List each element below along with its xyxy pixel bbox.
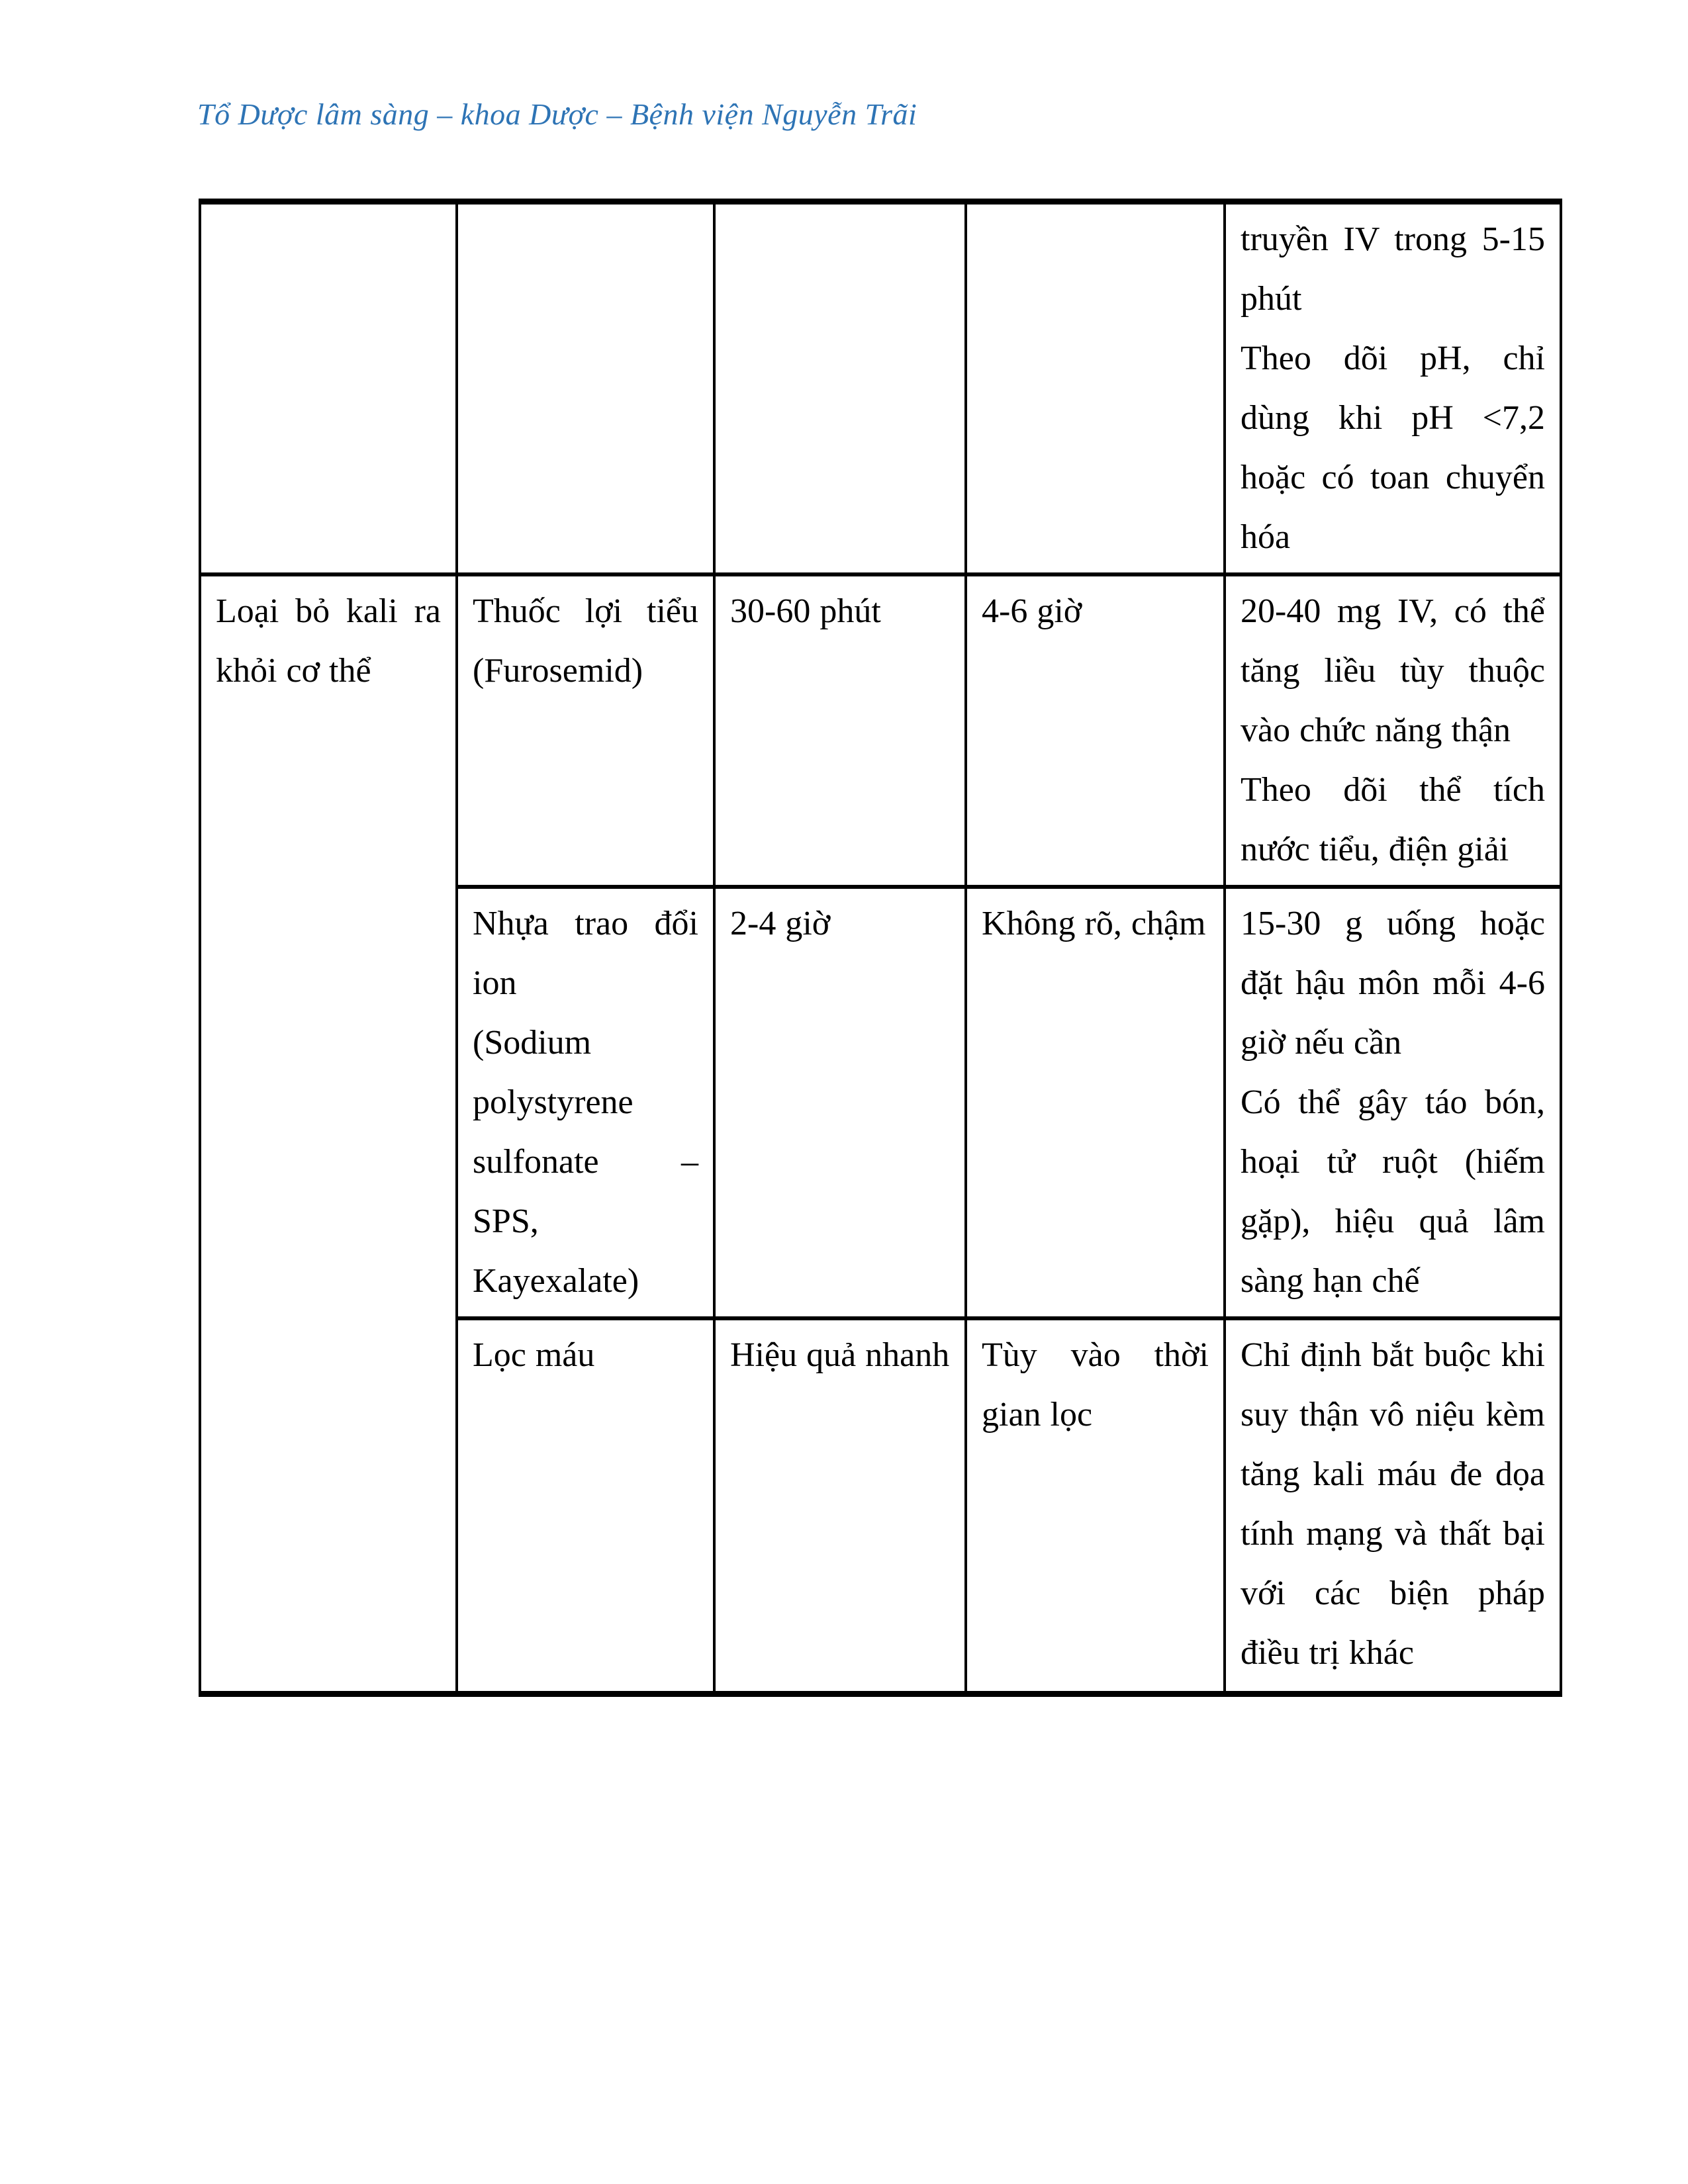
cell-r2c2-drug	[457, 574, 714, 887]
cell-paragraph: Thuốc lợi tiểu (Furosemid)	[473, 592, 698, 690]
cell-r1c3-empty	[714, 202, 966, 575]
cell-r4c2-drug	[457, 1318, 714, 1694]
cell-r3c4-duration	[966, 887, 1225, 1318]
cell-paragraph: 2-4 giờ	[730, 905, 831, 942]
cell-r4c3-onset	[714, 1318, 966, 1694]
cell-r3c5-notes	[1225, 887, 1561, 1318]
cell-paragraph: Theo dõi pH, chỉ dùng khi pH <7,2 hoặc có toan chuyển hóa	[1241, 340, 1545, 556]
cell-paragraph: 30-60 phút	[730, 592, 881, 630]
cell-paragraph: Tùy vào thời gian lọc	[982, 1336, 1209, 1433]
cell-paragraph: (Sodium polystyrene sulfonate – SPS, Kayexalate)	[473, 1024, 698, 1300]
cell-r2c5-notes	[1225, 574, 1561, 887]
cell-r2c4-duration	[966, 574, 1225, 887]
cell-r4c4-duration	[966, 1318, 1225, 1694]
cell-paragraph: Không rõ, chậm	[982, 905, 1206, 942]
document-header-title: Tổ Dược lâm sàng – khoa Dược – Bệnh viện Nguyễn Trãi	[197, 97, 917, 131]
cell-paragraph: Lọc máu	[473, 1336, 595, 1374]
cell-mechanism-group	[200, 574, 457, 1694]
cell-paragraph: Hiệu quả nhanh	[730, 1336, 950, 1374]
cell-r2c3-onset	[714, 574, 966, 887]
cell-r1c4-empty	[966, 202, 1225, 575]
cell-paragraph: truyền IV trong 5-15 phút	[1241, 220, 1545, 318]
cell-paragraph: 15-30 g uống hoặc đặt hậu môn mỗi 4-6 giờ nếu cần	[1241, 905, 1545, 1062]
cell-paragraph: Chỉ định bắt buộc khi suy thận vô niệu kèm tăng kali máu đe dọa tính mạng và thất bại với các biện pháp điều trị khác	[1241, 1336, 1545, 1672]
cell-r3c3-onset	[714, 887, 966, 1318]
cell-paragraph: Có thể gây táo bón, hoại tử ruột (hiếm gặp), hiệu quả lâm sàng hạn chế	[1241, 1083, 1545, 1300]
table-row	[200, 574, 1561, 887]
cell-r1c2-empty	[457, 202, 714, 575]
treatment-table	[199, 199, 1562, 1697]
cell-r1c1-empty	[200, 202, 457, 575]
cell-paragraph: Nhựa trao đổi ion	[473, 905, 698, 1002]
cell-r4c5-notes	[1225, 1318, 1561, 1694]
table-row	[200, 202, 1561, 575]
cell-paragraph: Loại bỏ kali ra khỏi cơ thể	[216, 592, 441, 690]
cell-r3c2-drug	[457, 887, 714, 1318]
cell-r1c5-notes	[1225, 202, 1561, 575]
cell-paragraph: 20-40 mg IV, có thể tăng liều tùy thuộc vào chức năng thận	[1241, 592, 1545, 749]
cell-paragraph: Theo dõi thể tích nước tiểu, điện giải	[1241, 771, 1545, 868]
cell-paragraph: 4-6 giờ	[982, 592, 1082, 630]
